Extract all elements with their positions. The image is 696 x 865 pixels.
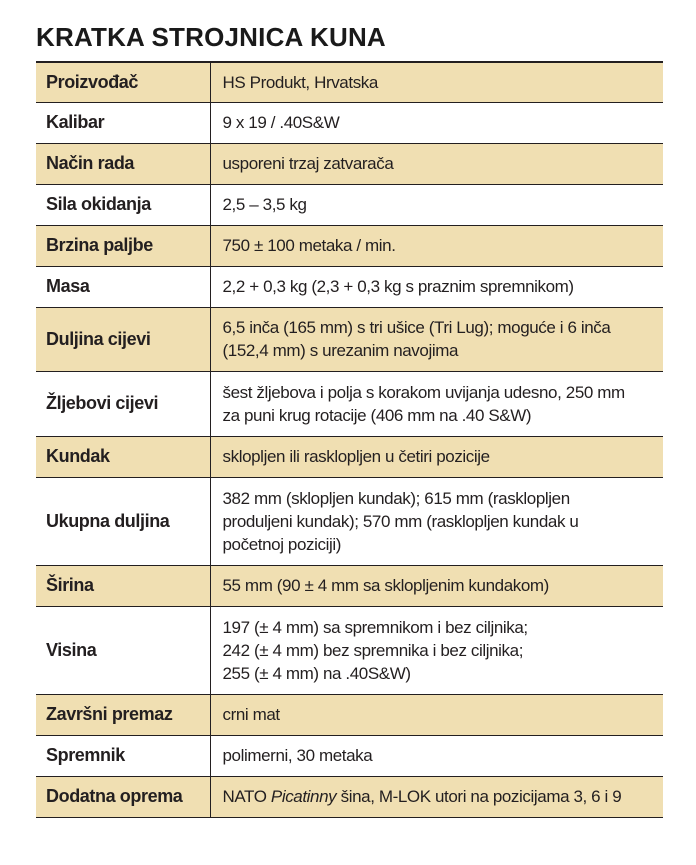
value-line: početnoj poziciji) bbox=[222, 534, 341, 554]
spec-row-nacin-rada bbox=[36, 143, 663, 184]
spec-value bbox=[210, 606, 663, 694]
spec-value: sklopljen ili rasklopljen u četiri pozicije bbox=[210, 436, 663, 477]
spec-value: 2,5 – 3,5 kg bbox=[210, 184, 663, 225]
spec-value bbox=[210, 307, 663, 371]
spec-row-masa bbox=[36, 266, 663, 307]
value-text: šina, M-LOK utori na pozicijama 3, 6 i 9 bbox=[336, 787, 622, 806]
value-line: (152,4 mm) s urezanim navojima bbox=[222, 341, 459, 360]
spec-label: Duljina cijevi bbox=[36, 307, 210, 371]
spec-label: Spremnik bbox=[36, 735, 210, 776]
spec-label: Ukupna duljina bbox=[36, 477, 210, 565]
spec-row-spremnik bbox=[36, 735, 663, 776]
value-text-italic: Picatinny bbox=[270, 787, 337, 806]
spec-label: Kundak bbox=[36, 436, 210, 477]
spec-label: Proizvođač bbox=[36, 62, 210, 102]
spec-label: Kalibar bbox=[36, 102, 210, 143]
spec-row-proizvodac bbox=[36, 62, 663, 102]
spec-value: crni mat bbox=[210, 694, 663, 735]
value-line: 242 (± 4 mm) bez spremnika i bez ciljnika; bbox=[222, 640, 524, 660]
spec-row-dodatna-oprema bbox=[36, 776, 663, 817]
table-title: KRATKA STROJNICA KUNA bbox=[36, 22, 386, 52]
value-line: 6,5 inča (165 mm) s tri ušice (Tri Lug); moguće i 6 inča bbox=[222, 318, 611, 337]
spec-value: HS Produkt, Hrvatska bbox=[210, 62, 663, 102]
spec-table bbox=[36, 61, 663, 818]
spec-row-kundak bbox=[36, 436, 663, 477]
spec-row-sirina bbox=[36, 565, 663, 606]
spec-label: Žljebovi cijevi bbox=[36, 371, 210, 436]
spec-label: Način rada bbox=[36, 143, 210, 184]
spec-row-ukupna-duljina bbox=[36, 477, 663, 565]
spec-value bbox=[210, 477, 663, 565]
spec-row-duljina-cijevi bbox=[36, 307, 663, 371]
spec-row-zavrsni-premaz bbox=[36, 694, 663, 735]
value-line: 382 mm (sklopljen kundak); 615 mm (rasklopljen bbox=[222, 488, 570, 508]
spec-label: Masa bbox=[36, 266, 210, 307]
spec-value: usporeni trzaj zatvarača bbox=[210, 143, 663, 184]
value-line: za puni krug rotacije (406 mm na .40 S&W) bbox=[222, 405, 532, 425]
value-text: NATO bbox=[222, 787, 271, 806]
spec-label: Visina bbox=[36, 606, 210, 694]
spec-row-visina bbox=[36, 606, 663, 694]
spec-value bbox=[210, 776, 663, 817]
spec-value: 55 mm (90 ± 4 mm sa sklopljenim kundakom) bbox=[210, 565, 663, 606]
spec-label: Širina bbox=[36, 565, 210, 606]
value-line: 197 (± 4 mm) sa spremnikom i bez ciljnika; bbox=[222, 617, 528, 637]
spec-row-sila-okidanja bbox=[36, 184, 663, 225]
spec-label: Dodatna oprema bbox=[36, 776, 210, 817]
spec-row-brzina-paljbe bbox=[36, 225, 663, 266]
spec-value bbox=[210, 371, 663, 436]
spec-value: 9 x 19 / .40S&W bbox=[210, 102, 663, 143]
value-line: šest žljebova i polja s korakom uvijanja udesno, 250 mm bbox=[222, 382, 625, 402]
spec-label: Brzina paljbe bbox=[36, 225, 210, 266]
spec-value: 2,2 + 0,3 kg (2,3 + 0,3 kg s praznim spremnikom) bbox=[210, 266, 663, 307]
spec-row-kalibar bbox=[36, 102, 663, 143]
spec-label: Završni premaz bbox=[36, 694, 210, 735]
spec-value: 750 ± 100 metaka / min. bbox=[210, 225, 663, 266]
value-line: produljeni kundak); 570 mm (rasklopljen kundak u bbox=[222, 511, 579, 531]
spec-value: polimerni, 30 metaka bbox=[210, 735, 663, 776]
spec-row-zljebovi-cijevi bbox=[36, 371, 663, 436]
spec-label: Sila okidanja bbox=[36, 184, 210, 225]
value-line: 255 (± 4 mm) na .40S&W) bbox=[222, 663, 411, 683]
